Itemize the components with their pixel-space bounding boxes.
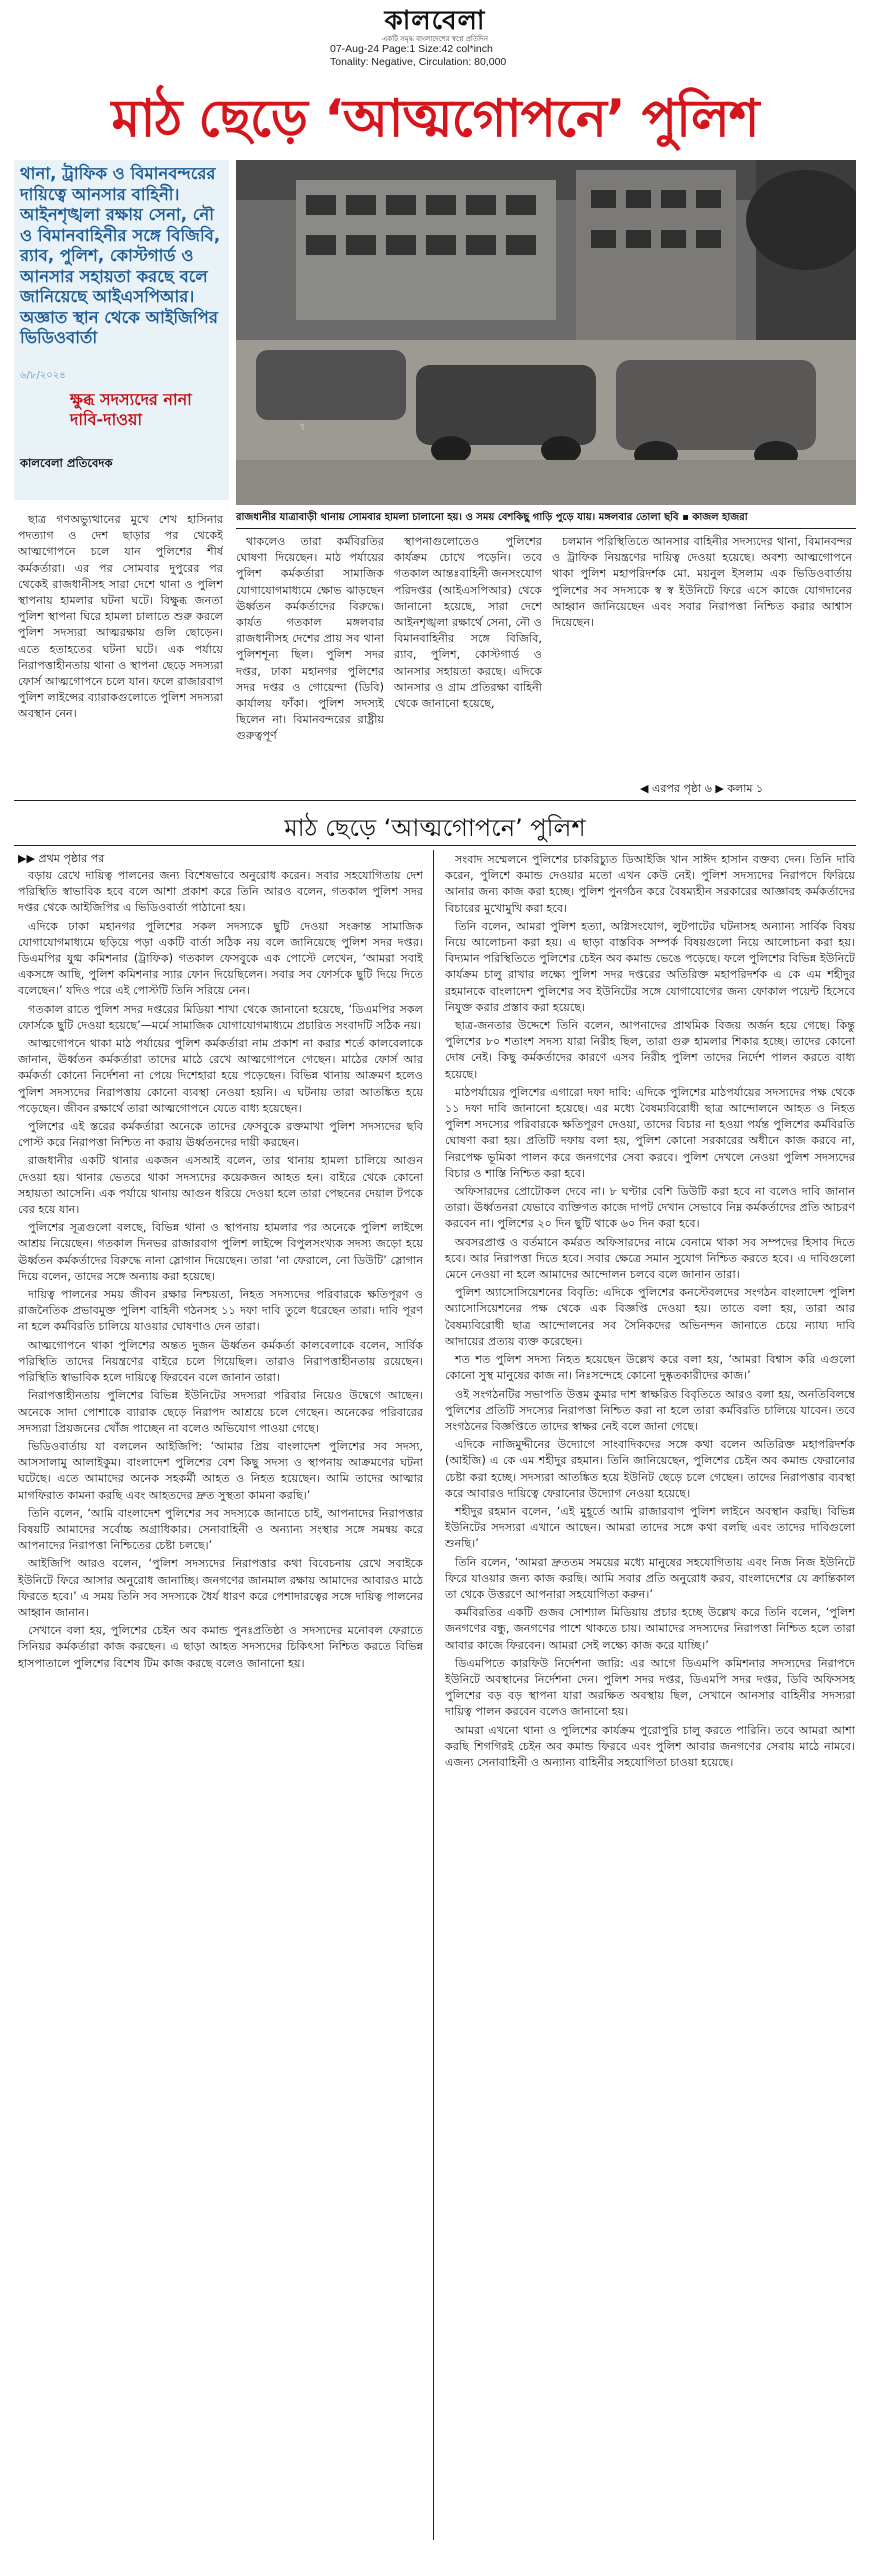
body-paragraph: ওই সংগঠনটির সভাপতি উত্তম কুমার দাশ স্বাক্ষরিত বিবৃতিতে আরও বলা হয়, অনতিবিলম্বে পুলিশের প্রতিটি সদস্যের নিরাপত্তা নিশ্চিত করা না হলে তারা কর্মবিরতি চালিয়ে যাবেন। তবে সংগঠনের বিজ্ঞপ্তিতে তাদের স্বাক্ষর নেই বলে জানা গেছে। xyxy=(445,1387,855,1433)
body-paragraph: তিনি বলেন, ‘আমরা দ্রুততম সময়ের মধ্যে মানুষের সহযোগিতায় এবং নিজ নিজ ইউনিটে ফিরে যাওয়ার জন্য কাজ করছি। আমি সবার প্রতি অনুরোধ করব, বাংলাদেশের যে ক্রান্তিকাল তা থেকে উত্তরণে আপনারা সহযোগিতা করুন।’ xyxy=(445,1555,855,1601)
continuation-headline: মাঠ ছেড়ে ‘আত্মগোপনে’ পুলিশ xyxy=(284,814,586,842)
news-photo xyxy=(236,160,856,505)
meta-line-1: 07-Aug-24 Page:1 Size:42 col*inch xyxy=(330,43,493,55)
body-paragraph: পুলিশের সূত্রগুলো বলছে, বিভিন্ন থানা ও স্থাপনায় হামলার পর অনেকে পুলিশ লাইন্সে আশ্রয় নিয়েছেন। গতকাল দিনভর রাজারবাগ পুলিশ লাইন্সে বিপুলসংখ্যক সদস্য জড়ো হয়ে ঊর্ধ্বতন কর্মকর্তাদের বিরুদ্ধে নানা স্লোগান দিয়েছেন। তারা ‘না ফেরালে, নো ডিউটি’ স্লোগান দিয়ে বলেন, তাদের সঙ্গে অন্যায় করা হয়েছে। xyxy=(18,1221,423,1283)
photo-caption: রাজধানীর যাত্রাবাড়ী থানায় সোমবার হামলা চালানো হয়। ও সময় বেশকিছু গাড়ি পুড়ে যায়। মঙ্গলবার তোলা ছবি ▪ কাজল হাজরা xyxy=(236,512,748,523)
body-paragraph: তিনি বলেন, ‘আমি বাংলাদেশ পুলিশের সব সদস্যকে জানাতে চাই, আপনাদের নিরাপত্তার বিষয়টি আমাদের সর্বোচ্চ অগ্রাধিকার। সেনাবাহিনী ও অন্যান্য সংস্থার সঙ্গে সমন্বয় করে আপনাদের নিরাপত্তা নিশ্চিতের চেষ্টা চলছে।’ xyxy=(18,1506,423,1553)
top-column-2 xyxy=(236,534,384,769)
body-paragraph: তিনি বলেন, আমরা পুলিশ হত্যা, অগ্নিসংযোগ, লুটপাটের ঘটনাসহ অন্যান্য সার্বিক বিষয় নিয়ে আলোচনা করা হয়। এ ছাড়া বাস্তবিক সম্পর্ক বিষয়গুলো নিয়ে আলোচনা করা হয়। বিদ্যমান পরিস্থিতিতে পুলিশের চেইন অব কমান্ড ভেঙে পড়েছে। ফলে পুলিশের বিভিন্ন ইউনিটে কার্যক্রম চালু রাখার লক্ষ্যে পুলিশ সদর দপ্তরের অতিরিক্ত মহাপরিদর্শক এ কে এম শহীদুর রহমানকে বাংলাদেশ পুলিশের সব ইউনিটের সঙ্গে যোগাযোগের জন্য ফোকাল পয়েন্ট হিসেবে নিযুক্ত করার প্রস্তাব করা হয়েছে। xyxy=(445,919,855,1014)
body-paragraph: রাজধানীর একটি থানার একজন এসআই বলেন, তার থানায় হামলা চালিয়ে আগুন দেওয়া হয়। থানার ভেতরে থাকা সদস্যদের কয়েকজন আহত হন। বাইরে থেকে কোনো সহায়তা আসেনি। এক পর্যায়ে থানায় আগুন ধরিয়ে দেওয়া হলে তারা পেছনের দেয়াল টপকে বের হয়ে যান। xyxy=(18,1154,423,1217)
body-paragraph: ভিডিওবার্তায় যা বললেন আইজিপি: ‘আমার প্রিয় বাংলাদেশ পুলিশের সব সদস্য, আসসালামু আলাইকুম। বাংলাদেশ পুলিশের বেশ কিছু সদস্য ও স্থাপনায় আক্রমণের ঘটনা ঘটেছে। এতে আমাদের অনেক সহকর্মী আহত ও নিহত হয়েছেন। আমি তাদের আত্মার মাগফিরাত কামনা করছি এবং আহতদের দ্রুত সুস্থতা কামনা করছি।’ xyxy=(18,1439,423,1502)
masthead-logo: কালবেলা xyxy=(384,6,486,36)
jump-line: ◀ এরপর পৃষ্ঠা ৬ ▶ কলাম ১ xyxy=(640,782,764,795)
body-column-left xyxy=(18,868,423,2548)
top-col-1-text: ছাত্র গণঅভ্যুত্থানের মুখে শেখ হাসিনার পদত্যাগ ও দেশ ছাড়ার পর থেকেই আত্মগোপনে চলে যান পুলিশের শীর্ষ কর্মকর্তারা। এর পর সোমবার দুপুরের পর থেকেই রাজধানীসহ সারা দেশে থানা ও পুলিশ স্থাপনায় হামলার ঘটনা ঘটে। বিক্ষুব্ধ জনতা পুলিশ স্থাপনা ঘিরে হামলা চালাতে শুরু করলে পুলিশ সদস্যরা আত্মরক্ষায় গুলি ছোড়েন। এতে হতাহতের ঘটনা ঘটে। এক পর্যায়ে নিরাপত্তাহীনতায় থানা ও স্থাপনা ছেড়ে সদস্যরা ফোর্স আত্মগোপনে চলে যান। ফলে রাজারবাগ পুলিশ লাইন্সের ব্যারাকগুলোতে পুলিশ সদস্যরা অবস্থান নেন। xyxy=(18,513,223,721)
body-column-right xyxy=(445,852,855,2548)
top-col-3-text: স্থাপনাগুলোতেও পুলিশের কার্যক্রম চোখে পড়েনি। তবে গতকাল আন্তঃবাহিনী জনসংযোগ পরিদপ্তর (আইএসপিআর) থেকে জানানো হয়েছে, সারা দেশে আইনশৃঙ্খলা রক্ষার্থে সেনা, নৌ ও বিমানবাহিনীর সঙ্গে বিজিবি, র‍্যাব, পুলিশ, কোস্টগার্ড ও আনসার সহায়তা করছে। এদিকে আনসার ও গ্রাম প্রতিরক্ষা বাহিনী থেকে জানানো হয়েছে, xyxy=(394,535,542,711)
body-paragraph: ডিএমপিতে কারফিউ নির্দেশনা জারি: এর আগে ডিএমপি কমিশনার সদস্যদের নিরাপদে ইউনিটে অবস্থানের নির্দেশনা দেন। পুলিশ সদর দপ্তর, ডিএমপি সদর দপ্তর, ডিবি অফিসসহ পুলিশের বড় বড় স্থাপনা যারা অরক্ষিত অবস্থায় ছিল, সেখানে আনসার বাহিনীর সদস্যরা দায়িত্ব পালন করবেন বলেও জানানো হয়। xyxy=(445,1656,855,1719)
masthead-tagline: একটি সমৃদ্ধ বাংলাদেশের স্বপ্নে প্রতিদিন xyxy=(381,35,489,43)
top-col-2-text: থাকলেও তারা কর্মবিরতির ঘোষণা দিয়েছেন। মাঠ পর্যায়ের পুলিশ কর্মকর্তারা সামাজিক যোগাযোগমাধ্যমে ক্ষোভ ঝাড়ছেন ঊর্ধ্বতন কর্মকর্তাদের বিরুদ্ধে। কার্যত গতকাল মঙ্গলবার রাজধানীসহ দেশের প্রায় সব থানা পুলিশশূন্য ছিল। পুলিশ সদর দপ্তর, ঢাকা মহানগর পুলিশের সদর দপ্তর ও গোয়েন্দা (ডিবি) কার্যালয় ফাঁকা। পুলিশ সদস্যই ছিলেন না। বিমানবন্দরের রাষ্ট্রীয় গুরুত্বপূর্ণ xyxy=(236,535,384,743)
byline: কালবেলা প্রতিবেদক xyxy=(20,456,113,470)
body-paragraph: পুলিশের এই স্তরের কর্মকর্তারা অনেকে তাদের ফেসবুকে রক্তমাখা পুলিশ সদস্যদের ছবি পোস্ট করে নিরাপত্তা নিশ্চিত না করায় ঊর্ধ্বতনদের দায়ী করছেন। xyxy=(18,1120,423,1150)
body-paragraph: কর্মবিরতির একটি গুজব সোশ্যাল মিডিয়ায় প্রচার হচ্ছে উল্লেখ করে তিনি বলেন, ‘পুলিশ জনগণের বন্ধু, জনগণের পাশে থাকতে চায়। আমাদের সদস্যদের নিরাপত্তা নিশ্চিত হলে তারা আবার কাজে ফিরবেন। আমরা সেই লক্ষ্যে কাজ করে যাচ্ছি।’ xyxy=(445,1606,855,1652)
body-paragraph: অফিসারদের প্রোটোকল দেবে না। ৮ ঘণ্টার বেশি ডিউটি করা হবে না বলেও দাবি জানান তারা। ঊর্ধ্বতনরা যেভাবে ব্যক্তিগত কাজে দাপট দেখান সেভাবে নিম্ন কর্মকর্তাদের প্রতি আচরণ করবেন না। পুলিশের ২০ দিন ছুটি থাকে ৬০ দিন করা হবে। xyxy=(445,1185,855,1231)
meta-line-2: Tonality: Negative, Circulation: 80,000 xyxy=(330,56,507,68)
top-column-1 xyxy=(18,512,223,782)
date-stamp: ৬/৮/২০২৪ xyxy=(20,370,66,381)
burned-station-photo xyxy=(236,160,856,505)
body-paragraph: বড়ায় রেখে দায়িত্ব পালনের জন্য বিশেষভাবে অনুরোধ করেন। সবার সহযোগিতায় দেশ পরিস্থিতি স্বাভাবিক হবে বলে আশা প্রকাশ করে তিনি আরও বলেন, গতকাল পুলিশ সদর দপ্তর থেকে আইজিপির এ ভিডিওবার্তা পাঠানো হয়। xyxy=(18,869,423,915)
lead-text: থানা, ট্রাফিক ও বিমানবন্দরের দায়িত্বে আনসার বাহিনী। আইনশৃঙ্খলা রক্ষায় সেনা, নৌ ও বিমানবাহিনীর সঙ্গে বিজিবি, র‍্যাব, পুলিশ, কোস্টগার্ড ও আনসার সহায়তা করছে বলে জানিয়েছে আইএসপিআর। অজ্ঞাত স্থান থেকে আইজিপির ভিডিওবার্তা xyxy=(20,164,221,347)
body-paragraph: শহীদুর রহমান বলেন, ‘এই মুহূর্তে আমি রাজারবাগ পুলিশ লাইনে অবস্থান করছি। বিভিন্ন ইউনিটের সদস্যরা এখানে আছেন। আমরা তাদের সঙ্গে কথা বলছি এবং তাদের দাবিগুলো শুনছি।’ xyxy=(445,1504,855,1551)
body-paragraph: নিরাপত্তাহীনতায় পুলিশের বিভিন্ন ইউনিটের সদস্যরা পরিবার নিয়েও উদ্বেগে আছেন। অনেকে সাদা পোশাকে ব্যারাক ছেড়ে নিরাপদ আশ্রয়ে চলে গেছেন। অনেকের পরিবারের সদস্যরা প্রিয়জনের খোঁজ পাচ্ছেন না বলেও অভিযোগ পাওয়া গেছে। xyxy=(18,1389,423,1435)
body-paragraph: এদিকে নাজিমুদ্দীনের উদ্যোগে সাংবাদিকদের সঙ্গে কথা বলেন অতিরিক্ত মহাপরিদর্শক (আইজি) এ কে এম শহীদুর রহমান। তিনি জানিয়েছেন, পুলিশের চেইন অব কমান্ড ফেরানোর চেষ্টা করা হচ্ছে। সদস্যরা আতঙ্কিত হয়ে ইউনিট ছেড়ে চলে গেছেন। তাদের নিরাপত্তার ব্যবস্থা করে আবারও দায়িত্বে ফেরানোর উদ্যোগ নেওয়া হয়েছে। xyxy=(445,1438,855,1500)
body-paragraph: আত্মগোপনে থাকা পুলিশের অন্তত দুজন ঊর্ধ্বতন কর্মকর্তা কালবেলাকে বলেন, সার্বিক পরিস্থিতি তাদের নিয়ন্ত্রণের বাইরে চলে গিয়েছিল। তারাও নিরাপত্তাহীনতায় রয়েছেন। পরিস্থিতি স্বাভাবিক হলে দায়িত্বে ফিরবেন বলে জানান তারা। xyxy=(18,1338,423,1385)
body-paragraph: সংবাদ সম্মেলনে পুলিশের চাকরিচ্যুত ডিআইজি খান সাঈদ হাসান বক্তব্য দেন। তিনি দাবি করেন, পুলিশে কমান্ড দেওয়ার মতো এখন কেউ নেই। পুলিশ সদস্যদের নিরাপদে ফিরিয়ে আনার জন্য কাজ করা হচ্ছে। পুলিশ পুনর্গঠন করে বৈষম্যহীন সরকারের আজ্ঞাবহ কর্মকর্তাদের বিচারের মুখোমুখি করা হবে। xyxy=(445,853,855,915)
body-paragraph: ছাত্র-জনতার উদ্দেশে তিনি বলেন, আপনাদের প্রাথমিক বিজয় অর্জন হয়ে গেছে। কিন্তু পুলিশের ৮০ শতাংশ সদস্য যারা নিরীহ ছিল, তারা গুরু হামলার শিকার হচ্ছে। তাদের কোনো দোষ নেই। কিছু কর্মকর্তাদের কারণে এসব নিরীহ পুলিশ তাদের নির্দেশ পালন করতে বাধ্য হয়েছে। xyxy=(445,1019,855,1081)
body-paragraph: অবসরপ্রাপ্ত ও বর্তমানে কর্মরত অফিসারদের নামে বেনামে থাকা সব সম্পদের হিসাব দিতে হবে। আর নিরাপত্তা দিতে হবে। সবার ক্ষেত্রে সমান সুযোগ নিশ্চিত করতে হবে। এ দাবিগুলো মেনে নেওয়া না হলে আমাদের আন্দোলন চলবে বলে জানান তারা। xyxy=(445,1235,855,1282)
column-divider xyxy=(433,850,434,2540)
body-paragraph: পুলিশ অ্যাসোসিয়েশনের বিবৃতি: এদিকে পুলিশের কনস্টেবলদের সংগঠন বাংলাদেশ পুলিশ অ্যাসোসিয়েশনের পক্ষ থেকে এক বিজ্ঞপ্তি দেওয়া হয়। তাতে বলা হয়, তারা আর বৈষম্যবিরোধী ছাত্র আন্দোলনের সব সৈনিকদের অভিনন্দন জানাতে চেয়ে ন্যায্য দাবি আদায়ের প্রত্যয় ব্যক্ত করেছেন। xyxy=(445,1286,855,1348)
body-paragraph: এদিকে ঢাকা মহানগর পুলিশের সকল সদস্যকে ছুটি দেওয়া সংক্রান্ত সামাজিক যোগাযোগমাধ্যমে ছড়িয়ে পড়া একটি বার্তা সঠিক নয় বলে জানিয়েছে পুলিশ সদর দপ্তর। ডিএমপির যুগ্ম কমিশনার (ট্রাফিক) গতকাল ফেসবুকে এক পোস্টে লেখেন, ‘আমরা সবাই একসঙ্গে আছি, পুলিশ কমিশনার স্যার ফোন দিয়েছিলেন। সবার সব ফোর্সকে ছুটি দিয়ে দিতে বলেছেন।’ যদিও পরে এই পোস্টটি তিনি সরিয়ে নেন। xyxy=(18,919,423,998)
caption-rule xyxy=(236,528,856,529)
body-paragraph: শত শত পুলিশ সদস্য নিহত হয়েছেন উল্লেখ করে বলা হয়, ‘আমরা বিশ্বাস করি এগুলো কোনো সুস্থ মানুষের কাজ না। নিঃসন্দেহে কোনো দুষ্কৃতকারীদের কাজ।’ xyxy=(445,1353,855,1383)
continued-from-label: ▶▶ প্রথম পৃষ্ঠার পর xyxy=(18,852,105,865)
top-column-3 xyxy=(394,534,542,769)
body-paragraph: আত্মগোপনে থাকা মাঠ পর্যায়ের পুলিশ কর্মকর্তারা নাম প্রকাশ না করার শর্তে কালবেলাকে জানান, ঊর্ধ্বতন কর্মকর্তারা তাদের মাঠে রেখে আত্মগোপনে গেছেন। মাঠের ফোর্স আর কর্মকর্তা কোনো নির্দেশনা না পেয়ে দিশেহারা হয়ে পড়েছেন। বিভিন্ন থানায় আক্রমণ হলেও পুলিশ সদস্যদের নিরাপত্তায় কোনো ব্যবস্থা নেওয়া হয়নি। এ ঘটনায় তারা আতঙ্কিত হয়ে পড়েছেন। জীবন রক্ষার্থে তারা আত্মগোপনে যেতে বাধ্য হয়েছেন। xyxy=(18,1037,423,1115)
top-column-4 xyxy=(552,534,852,769)
body-paragraph: গতকাল রাতে পুলিশ সদর দপ্তরের মিডিয়া শাখা থেকে জানানো হয়েছে, ‘ডিএমপির সকল ফোর্সকে ছুটি দেওয়া হয়েছে’—মর্মে সামাজিক যোগাযোগমাধ্যমে প্রচারিত সংবাদটি সঠিক নয়। xyxy=(18,1002,423,1032)
main-headline: মাঠ ছেড়ে ‘আত্মগোপনে’ পুলিশ xyxy=(111,89,759,149)
body-paragraph: সেখানে বলা হয়, পুলিশের চেইন অব কমান্ড পুনঃপ্রতিষ্ঠা ও সদস্যদের মনোবল ফেরাতে সিনিয়র কর্মকর্তারা কাজ করছেন। এ ছাড়া আহত সদস্যদের চিকিৎসা নিশ্চিত করতে বিভিন্ন হাসপাতালে পুলিশের বিশেষ টিম কাজ করছে বলেও জানানো হয়। xyxy=(18,1624,423,1670)
body-paragraph: আমরা এখনো থানা ও পুলিশের কার্যক্রম পুরোপুরি চালু করতে পারিনি। তবে আমরা আশা করছি শিগগিরই চেইন অব কমান্ড ফিরবে এবং পুলিশ আবার জনগণের সেবায় মাঠে নামবে। এজন্য সেনাবাহিনী ও অন্যান্য বাহিনীর সহযোগিতা চাওয়া হয়েছে। xyxy=(445,1723,855,1769)
section-rule-bottom xyxy=(14,845,856,846)
watermark: ধ xyxy=(300,423,306,433)
top-col-4-text: চলমান পরিস্থিতিতে আনসার বাহিনীর সদস্যদের থানা, বিমানবন্দর ও ট্রাফিক নিয়ন্ত্রণের দায়িত্ব দেওয়া হয়েছে। অবশ্য আত্মগোপনে থাকা পুলিশ মহাপরিদর্শক মো. ময়নুল ইসলাম এক ভিডিওবার্তায় পুলিশের সব সদস্যকে স্ব স্ব ইউনিটে ফিরে এসে কাজে যোগদানের আহ্বান জানিয়েছেন এবং সবার নিরাপত্তা নিশ্চিত করার আশ্বাস দিয়েছেন। xyxy=(552,535,852,630)
section-rule-top xyxy=(14,800,856,801)
body-paragraph: দায়িত্ব পালনের সময় জীবন রক্ষার নিশ্চয়তা, নিহত সদস্যদের পরিবারকে ক্ষতিপূরণ ও রাজনৈতিক প্রভাবমুক্ত পুলিশ বাহিনী গঠনসহ ১১ দফা দাবি তুলে ধরেছেন তারা। দাবি পূরণ না হলে কর্মবিরতি চালিয়ে যাওয়ার ঘোষণাও দেন তারা। xyxy=(18,1288,423,1334)
sub-headline: ক্ষুব্ধ সদস্যদের নানা দাবি-দাওয়া xyxy=(70,390,192,429)
body-paragraph: আইজিপি আরও বলেন, ‘পুলিশ সদস্যদের নিরাপত্তার কথা বিবেচনায় রেখে সবাইকে ইউনিটে ফিরে আসার অনুরোধ জানাচ্ছি। জনগণের জানমাল রক্ষায় আমাদের আবারও মাঠে ফিরতে হবে।’ এ সময় তিনি সব সদস্যকে ধৈর্য ধারণ করে পেশাদারত্বের সঙ্গে দায়িত্ব পালনের আহ্বান জানান। xyxy=(18,1557,423,1619)
clipping-meta xyxy=(330,43,506,69)
body-paragraph: মাঠপর্যায়ের পুলিশের এগারো দফা দাবি: এদিকে পুলিশের মাঠপর্যায়ের সদস্যদের পক্ষ থেকে ১১ দফা দাবি জানানো হয়েছে। এর মধ্যে বৈষম্যবিরোধী ছাত্র আন্দোলনে আহত ও নিহত পুলিশ সদস্যের পরিবারকে ক্ষতিপূরণ দেওয়া, তাদের বিচার না হওয়া পর্যন্ত পুলিশের কর্মবিরতি ঘোষণা করা হয়। প্রতিটি দফায় বলা হয়, পুলিশ কোনো সরকারের অধীনে কাজ করবে না, নিরপেক্ষ ভূমিকা পালন করে জনগণের সেবা করবে। পুলিশ দেখলে নেওয়া পুলিশ সদস্যদের বিচার ও শাস্তি নিশ্চিত করা হবে। xyxy=(445,1085,855,1180)
